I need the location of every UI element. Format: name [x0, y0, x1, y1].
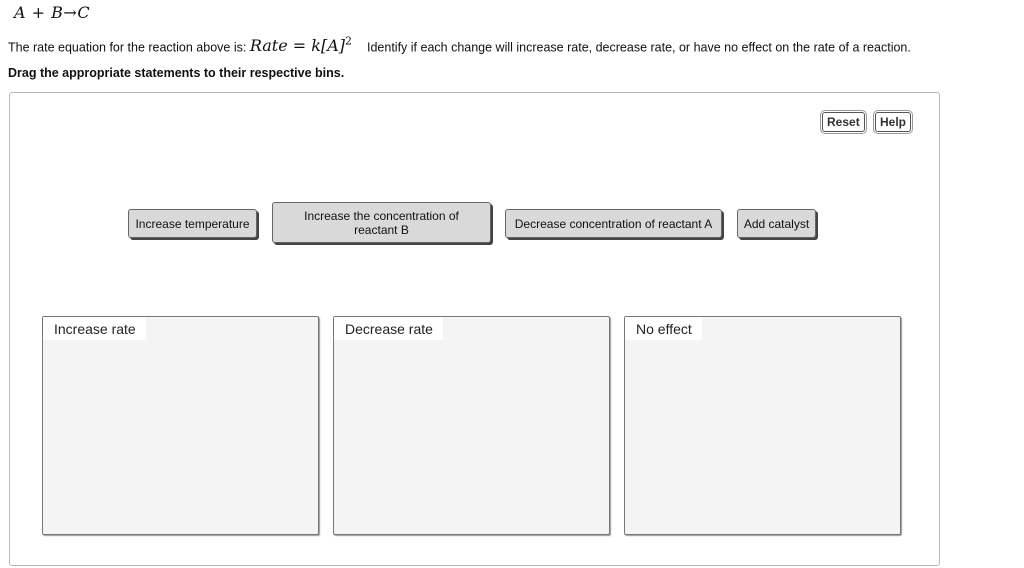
reset-button[interactable]: Reset [822, 112, 865, 132]
bin-no-effect[interactable] [624, 316, 901, 535]
bin-decrease-rate[interactable] [333, 316, 610, 535]
exponent: 2 [345, 35, 353, 48]
reactant-a: A [14, 3, 27, 22]
bin-label: Decrease rate [334, 317, 443, 340]
help-button[interactable]: Help [875, 112, 911, 132]
concentration-a: [A] [320, 36, 346, 56]
statement-increase-temperature[interactable]: Increase temperature [128, 209, 257, 238]
statement-decrease-concentration-a[interactable]: Decrease concentration of reactant A [505, 209, 722, 238]
bin-label: Increase rate [43, 317, 146, 340]
prompt-lead: The rate equation for the reaction above is: [8, 40, 247, 55]
rate-equation [250, 36, 352, 55]
prompt-question: Identify if each change will increase rate, decrease rate, or have no effect on the rate of a reaction. [367, 40, 911, 55]
reaction-equation [14, 3, 90, 22]
bin-label: No effect [625, 317, 702, 340]
rate-word: Rate [249, 36, 288, 56]
drag-drop-workspace [9, 92, 940, 566]
reactant-b: B [51, 3, 64, 22]
equals-sign: = [292, 36, 307, 56]
question-prompt [8, 35, 911, 55]
product-c: C [77, 3, 91, 22]
rate-constant: k [311, 36, 321, 56]
statement-add-catalyst[interactable]: Add catalyst [737, 209, 816, 238]
bin-increase-rate[interactable] [42, 316, 319, 535]
plus-sign: + [31, 3, 46, 22]
instruction-text: Drag the appropriate statements to their respective bins. [8, 66, 345, 80]
reaction-arrow: → [63, 3, 78, 22]
statement-increase-concentration-b[interactable]: Increase the concentration of reactant B [272, 202, 491, 243]
